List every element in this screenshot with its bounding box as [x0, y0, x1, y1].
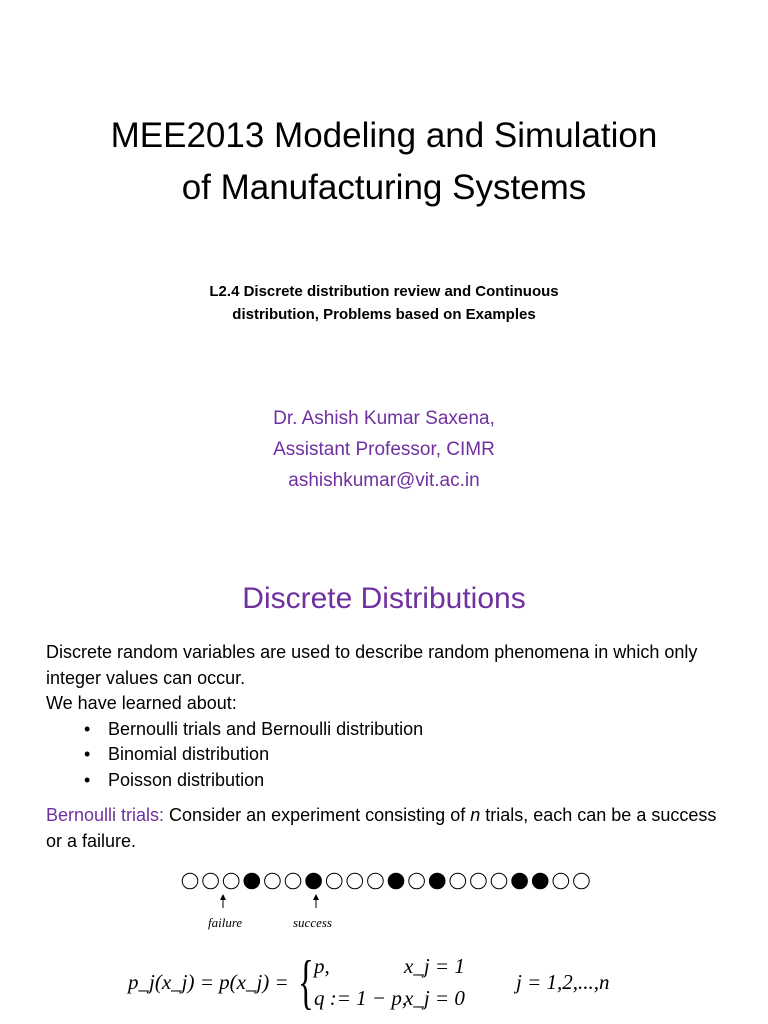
- formula-case-2-condition: x_j = 0: [404, 986, 465, 1010]
- failure-trial-circle: [574, 873, 590, 889]
- content-slide: [0, 560, 768, 1024]
- failure-arrowhead: [220, 894, 226, 900]
- lecture-subtitle: [0, 280, 768, 326]
- author-block: [0, 403, 768, 496]
- topic-list: [46, 717, 736, 794]
- bernoulli-paragraph: [46, 803, 736, 854]
- failure-trial-circle: [553, 873, 569, 889]
- failure-trial-circle: [285, 873, 301, 889]
- subtitle-line-1: L2.4 Discrete distribution review and Continuous: [209, 283, 559, 300]
- learned-heading: We have learned about:: [46, 693, 237, 713]
- success-trial-circle: [429, 873, 445, 889]
- success-trial-circle: [512, 873, 528, 889]
- failure-trial-circle: [491, 873, 507, 889]
- formula-case-1-value: p,: [314, 954, 330, 978]
- failure-trial-circle: [347, 873, 363, 889]
- success-trial-circle: [388, 873, 404, 889]
- failure-trial-circle: [182, 873, 198, 889]
- list-item: • Binomial distribution: [84, 742, 736, 768]
- failure-trial-circle: [471, 873, 487, 889]
- author-position: Assistant Professor, CIMR: [273, 439, 495, 460]
- failure-label: failure: [208, 915, 243, 930]
- bernoulli-label: Bernoulli trials:: [46, 805, 165, 825]
- title-line-1: MEE2013 Modeling and Simulation: [110, 116, 658, 155]
- subtitle-line-2: distribution, Problems based on Examples: [232, 306, 536, 323]
- failure-trial-circle: [368, 873, 384, 889]
- list-item: • Poisson distribution: [84, 768, 736, 794]
- formula-case-2-value: q := 1 − p,: [314, 986, 408, 1010]
- author-name: Dr. Ashish Kumar Saxena,: [273, 408, 495, 429]
- formula-lhs: p_j(x_j) = p(x_j) =: [128, 970, 289, 994]
- author-email: ashishkumar@vit.ac.in: [288, 470, 480, 491]
- formula-case-1-condition: x_j = 1: [404, 954, 465, 978]
- bernoulli-text-1: Consider an experiment consisting of: [164, 805, 471, 825]
- slide-body: [46, 640, 736, 854]
- bernoulli-text-2: trials, each can be a success or a failure.: [46, 805, 717, 851]
- formula-brace: {: [298, 949, 314, 1015]
- bernoulli-formula: [128, 950, 648, 1020]
- intro-paragraph: Discrete random variables are used to describe random phenomena in which only integer values can occur.: [46, 642, 698, 688]
- failure-trial-circle: [223, 873, 239, 889]
- failure-trial-circle: [265, 873, 281, 889]
- success-arrowhead: [313, 894, 319, 900]
- trial-sequence-diagram: [170, 862, 610, 932]
- failure-trial-circle: [409, 873, 425, 889]
- section-title: Discrete Distributions: [242, 582, 526, 615]
- failure-trial-circle: [326, 873, 342, 889]
- success-trial-circle: [244, 873, 260, 889]
- success-trial-circle: [532, 873, 548, 889]
- success-label: success: [293, 915, 332, 930]
- list-item: • Bernoulli trials and Bernoulli distribution: [84, 717, 736, 743]
- failure-trial-circle: [450, 873, 466, 889]
- bernoulli-n: n: [470, 805, 481, 825]
- failure-trial-circle: [203, 873, 219, 889]
- formula-index-range: j = 1,2,...,n: [516, 970, 610, 994]
- title-line-2: of Manufacturing Systems: [181, 168, 587, 207]
- success-trial-circle: [306, 873, 322, 889]
- slide-title: [0, 110, 768, 214]
